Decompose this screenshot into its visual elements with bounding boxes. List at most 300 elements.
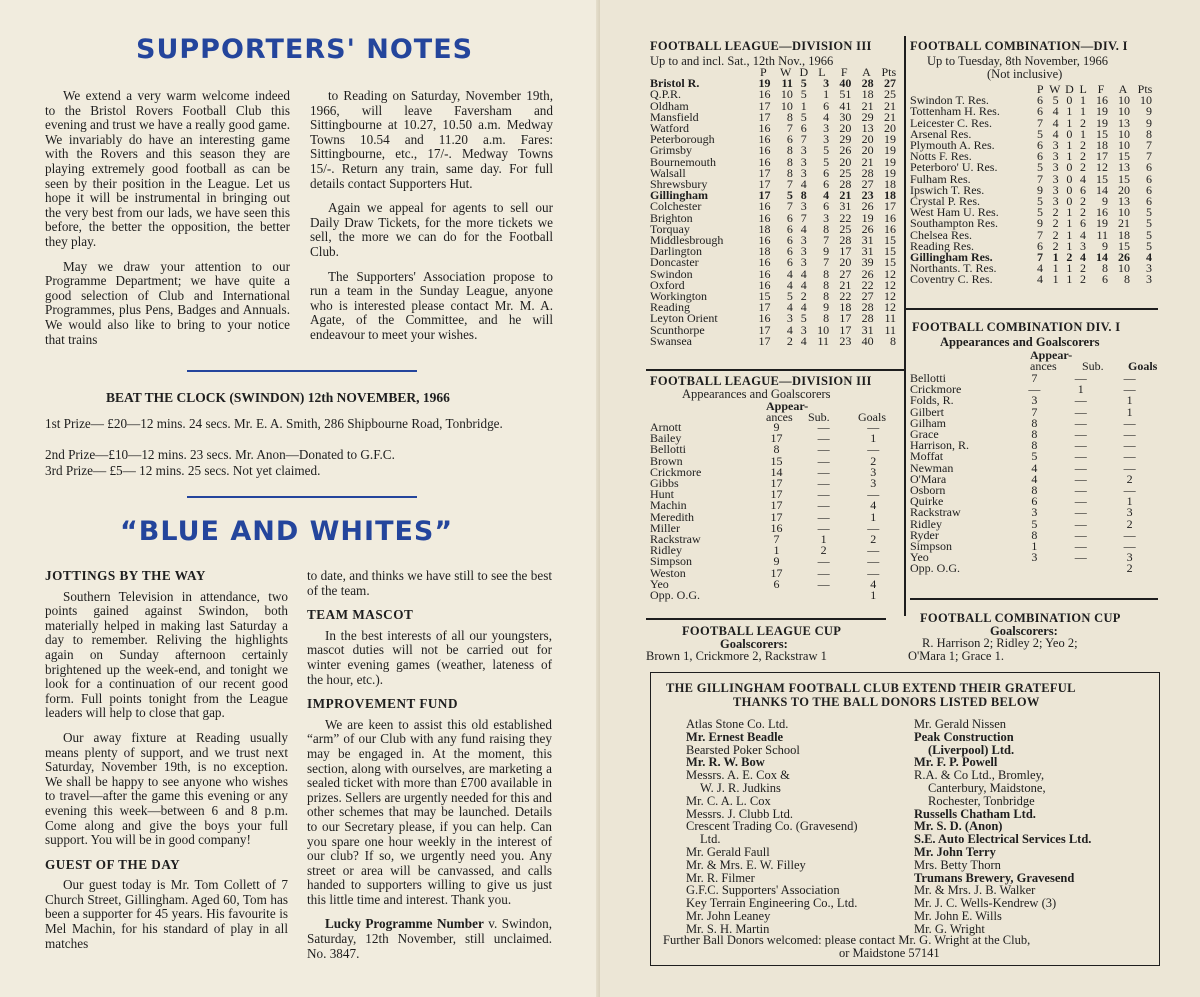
stat-cell: —: [1123, 539, 1136, 554]
stat-cell: 4: [786, 322, 793, 337]
donor-title-2: THANKS TO THE BALL DONORS LISTED BELOW: [733, 695, 1040, 709]
div3-subtitle: Up to and incl. Sat., 12th Nov., 1966: [650, 54, 834, 68]
team-name: Northants. T. Res.: [910, 261, 997, 276]
stat-cell: 2: [1080, 149, 1087, 164]
stat-cell: 3: [1052, 182, 1059, 197]
stat-cell: —: [1074, 505, 1087, 520]
stat-cell: —: [867, 487, 880, 502]
stat-cell: 4: [1052, 126, 1059, 141]
stat-cell: 7: [1037, 227, 1044, 242]
comb-cup-scorers-2: O'Mara 1; Grace 1.: [908, 649, 1004, 663]
stat-cell: 6: [786, 255, 793, 270]
stat-cell: 6: [1146, 171, 1152, 186]
stat-cell: 3: [823, 210, 830, 225]
stat-cell: 17: [758, 98, 771, 113]
stat-cell: —: [1074, 483, 1087, 498]
team-name: Doncaster: [650, 255, 699, 270]
stat-cell: 8: [786, 143, 793, 158]
team-name: Notts F. Res.: [910, 149, 972, 164]
donor-entry: W. J. R. Judkins: [700, 780, 781, 795]
stat-cell: 2: [870, 532, 877, 547]
stat-cell: 12: [884, 266, 896, 281]
stat-cell: 18: [758, 221, 771, 236]
stat-cell: —: [1074, 550, 1087, 565]
stat-cell: 18: [861, 87, 874, 102]
blue-and-whites-title: “BLUE AND WHITES”: [120, 516, 454, 547]
stat-cell: 14: [770, 464, 783, 479]
stat-cell: 17: [770, 476, 783, 491]
stat-cell: 13: [1117, 194, 1130, 209]
stat-cell: 8: [890, 333, 896, 348]
stat-cell: 5: [786, 289, 793, 304]
player-name: Simpson: [910, 539, 953, 554]
stat-cell: —: [1123, 427, 1136, 442]
player-name: O'Mara: [910, 471, 947, 486]
stat-cell: —: [867, 554, 880, 569]
stat-cell: 2: [1052, 205, 1059, 220]
stat-cell: 3: [823, 121, 830, 136]
stat-cell: 15: [884, 233, 896, 248]
stat-cell: 16: [758, 311, 771, 326]
cup-scorers: Brown 1, Crickmore 2, Rackstraw 1: [646, 649, 827, 663]
stat-cell: 16: [758, 210, 771, 225]
stat-cell: 11: [817, 333, 830, 348]
stat-cell: —: [817, 576, 830, 591]
stat-cell: 28: [839, 233, 852, 248]
player-name: Bellotti: [910, 371, 946, 385]
stat-cell: 16: [1096, 93, 1108, 108]
stat-cell: 22: [861, 277, 874, 292]
guest-continued: to date, and thinks we have still to see the best of the team.: [307, 568, 552, 598]
stat-cell: 1: [1066, 227, 1073, 242]
stat-cell: 12: [1096, 160, 1108, 175]
stat-cell: —: [817, 476, 830, 491]
column-header: L: [1079, 82, 1087, 96]
player-name: Rackstraw: [650, 532, 701, 547]
stat-cell: —: [817, 420, 830, 434]
donor-entry: Mr. S. H. Martin: [686, 921, 770, 936]
team-name: Crystal P. Res.: [910, 194, 981, 209]
stat-cell: 7: [1146, 138, 1152, 153]
stat-cell: 20: [839, 154, 852, 169]
stat-cell: 3: [800, 154, 807, 169]
stat-cell: 1: [1077, 382, 1084, 397]
div3-apps-subtitle: Appearances and Goalscorers: [682, 387, 831, 401]
stat-cell: 31: [861, 244, 874, 259]
notes-col2-paragraph: The Supporters' Association propose to run a team in the Sunday League, anyone who is interested please contact Mr. M. A. Agate, of the Committee, and he will endeavour to meet your wishes.: [310, 268, 553, 342]
stat-cell: 3: [800, 165, 807, 180]
donor-entry: Mr. R. Filmer: [686, 870, 755, 885]
stat-cell: 15: [884, 244, 896, 259]
stat-cell: 2: [1080, 115, 1087, 130]
stat-cell: 27: [861, 177, 874, 192]
column-divider: [904, 36, 906, 616]
stat-cell: —: [1074, 471, 1087, 486]
team-name: Oldham: [650, 98, 689, 113]
donor-entry: Mr. & Mrs. J. B. Walker: [914, 883, 1036, 898]
stat-cell: 9: [1037, 182, 1044, 197]
donor-entry: Mr. S. D. (Anon): [914, 819, 1003, 834]
comb-appearances-table: [910, 373, 1154, 575]
stat-cell: 10: [1140, 93, 1152, 108]
divider-rule: [187, 370, 417, 372]
rule-comb-apps: [904, 308, 1158, 310]
stat-cell: 4: [1146, 250, 1152, 265]
column-header: A: [1118, 82, 1128, 96]
stat-cell: 6: [800, 121, 807, 136]
stat-cell: 15: [1117, 238, 1130, 253]
stat-cell: 12: [884, 277, 896, 292]
stat-cell: 17: [758, 300, 771, 315]
stat-cell: 6: [786, 132, 793, 147]
stat-cell: 10: [1117, 205, 1130, 220]
team-name: Southampton Res.: [910, 216, 999, 231]
prize-1: 1st Prize— £20—12 mins. 24 secs. Mr. E. A. Smith, 286 Shipbourne Road, Tonbridge.: [45, 416, 503, 431]
player-name: Simpson: [650, 554, 693, 569]
stat-cell: 8: [823, 221, 830, 236]
stat-cell: 51: [839, 87, 852, 102]
stat-cell: 26: [861, 266, 874, 281]
stat-cell: 20: [861, 132, 874, 147]
team-name: Darlington: [650, 244, 702, 259]
stat-cell: 17: [839, 311, 852, 326]
stat-cell: 6: [773, 576, 780, 591]
supporters-notes-title: SUPPORTERS' NOTES: [136, 34, 474, 65]
stat-cell: —: [1074, 494, 1087, 509]
stat-cell: [1056, 563, 1105, 574]
player-name: Crickmore: [650, 464, 702, 479]
stat-cell: —: [817, 431, 830, 446]
donor-entry: Canterbury, Maidstone,: [928, 780, 1046, 795]
stat-cell: 28: [861, 300, 874, 315]
stat-cell: 9: [773, 554, 780, 569]
stat-cell: 8: [1031, 427, 1038, 442]
team-name: Ipswich T. Res.: [910, 182, 985, 197]
donor-entry: Bearsted Poker School: [686, 742, 800, 757]
player-name: Weston: [650, 565, 686, 580]
stat-cell: 7: [800, 210, 807, 225]
column-header: W: [1049, 82, 1061, 96]
stat-cell: 40: [861, 333, 874, 348]
stat-cell: 8: [800, 188, 807, 203]
stat-cell: 2: [1080, 160, 1087, 175]
player-name: Yeo: [650, 576, 669, 591]
stat-cell: 4: [1052, 104, 1059, 119]
stat-cell: 1: [1031, 539, 1038, 554]
stat-cell: 3: [870, 476, 877, 491]
stat-cell: 18: [1117, 227, 1130, 242]
stat-cell: 19: [884, 143, 896, 158]
donor-entry: Mr. Gerald Nissen: [914, 717, 1006, 731]
stat-cell: 5: [1037, 160, 1044, 175]
stat-cell: 7: [1031, 404, 1038, 419]
stat-cell: 17: [770, 431, 783, 446]
prize-3: 3rd Prize— £5— 12 mins. 25 secs. Not yet claimed.: [45, 463, 321, 478]
stat-cell: 1: [870, 509, 877, 524]
stat-cell: 8: [786, 109, 793, 124]
stat-cell: 6: [1037, 104, 1044, 119]
donor-entry: Peak Construction: [914, 729, 1014, 744]
player-name: Osborn: [910, 483, 946, 498]
stat-cell: 8: [823, 277, 830, 292]
stat-cell: 5: [1146, 205, 1152, 220]
team-name: Workington: [650, 289, 708, 304]
stat-cell: 8: [823, 289, 830, 304]
stat-cell: 2: [786, 333, 793, 348]
player-name: Brown: [650, 453, 683, 468]
stat-cell: 2: [1126, 516, 1133, 531]
stat-cell: 4: [1080, 250, 1087, 265]
stat-cell: 3: [1031, 393, 1038, 408]
donors-left-col: [686, 718, 916, 936]
beat-the-clock-title: BEAT THE CLOCK (SWINDON) 12th NOVEMBER, 1966: [106, 390, 450, 405]
stat-cell: 31: [839, 199, 852, 214]
stat-cell: 1: [1066, 138, 1073, 153]
stat-cell: 6: [1080, 216, 1087, 231]
stat-cell: 5: [1031, 449, 1038, 464]
stat-cell: —: [867, 420, 880, 434]
comb-cup-subtitle: Goalscorers:: [990, 624, 1058, 638]
stat-cell: 7: [800, 132, 807, 147]
stat-cell: —: [1123, 371, 1136, 385]
stat-cell: 6: [786, 244, 793, 259]
mascot-heading: TEAM MASCOT: [307, 607, 414, 623]
stat-cell: 16: [758, 121, 771, 136]
stat-cell: 19: [1096, 216, 1108, 231]
stat-cell: 16: [770, 520, 783, 535]
stat-cell: 2: [1080, 138, 1087, 153]
stat-cell: 16: [758, 143, 771, 158]
donor-entry: S.E. Auto Electrical Services Ltd.: [914, 832, 1092, 847]
stat-cell: 0: [1066, 126, 1073, 141]
stat-cell: 13: [1117, 115, 1130, 130]
stat-cell: 0: [1066, 194, 1073, 209]
stat-cell: 6: [1037, 149, 1044, 164]
player-name: Crickmore: [910, 382, 962, 397]
donor-entry: (Liverpool) Ltd.: [928, 742, 1015, 757]
player-name: Folds, R.: [910, 393, 954, 408]
stat-cell: 6: [1146, 182, 1152, 197]
stat-cell: 27: [839, 266, 852, 281]
stat-cell: 7: [786, 199, 793, 214]
prize-2: 2nd Prize—£10—12 mins. 23 secs. Mr. Anon—Donated to G.F.C.: [45, 447, 395, 462]
stat-cell: 1: [1080, 126, 1087, 141]
donor-entry: Trumans Brewery, Gravesend: [914, 870, 1075, 885]
donors-right-col: [914, 718, 1154, 936]
stat-cell: 7: [1037, 115, 1044, 130]
stat-cell: 19: [861, 210, 874, 225]
stat-cell: 12: [884, 300, 896, 315]
stat-cell: 11: [884, 322, 896, 337]
stat-cell: 7: [1037, 250, 1044, 265]
stat-cell: 16: [884, 210, 896, 225]
stat-cell: 4: [1080, 171, 1087, 186]
stat-cell: 5: [1031, 516, 1038, 531]
stat-cell: 9: [1146, 104, 1152, 119]
donor-entry: Mr. J. C. Wells-Kendrew (3): [914, 896, 1057, 911]
column-header: W: [780, 65, 792, 79]
stat-cell: 9: [1102, 194, 1108, 209]
mascot-text: In the best interests of all our youngsters, mascot duties will not be carried out for winter evening games (weather, lateness of the hour, etc.).: [307, 627, 552, 687]
stat-cell: 6: [1037, 138, 1044, 153]
stat-cell: 17: [758, 177, 771, 192]
stat-cell: 29: [839, 132, 852, 147]
stat-cell: [1012, 563, 1056, 574]
stat-cell: —: [1074, 393, 1087, 408]
stat-cell: 1: [1066, 115, 1073, 130]
player-name: Machin: [650, 498, 687, 513]
stat-cell: 1: [1080, 104, 1087, 119]
lucky-bold: Lucky Programme Number: [325, 916, 484, 932]
team-name: Reading: [650, 300, 690, 315]
stat-cell: 1: [1052, 250, 1059, 265]
stat-cell: 18: [758, 244, 771, 259]
stat-cell: 20: [884, 121, 896, 136]
stat-cell: 31: [861, 233, 874, 248]
donor-entry: R.A. & Co Ltd., Bromley,: [914, 768, 1045, 783]
table-row: [910, 563, 1154, 574]
stat-cell: 4: [823, 188, 830, 203]
team-name: Peterborough: [650, 132, 715, 147]
stat-cell: 6: [1146, 160, 1152, 175]
stat-cell: 26: [1117, 250, 1130, 265]
team-name: Walsall: [650, 165, 686, 180]
stat-cell: 3: [1126, 550, 1133, 565]
column-header: A: [862, 65, 871, 79]
stat-cell: 15: [884, 255, 896, 270]
stat-cell: 16: [758, 277, 771, 292]
stat-cell: 2: [870, 453, 877, 468]
stat-cell: 4: [800, 277, 807, 292]
stat-cell: 27: [884, 76, 896, 91]
donor-entry: Mr. Ernest Beadle: [686, 729, 784, 744]
stat-cell: 2: [800, 289, 807, 304]
notes-col2-paragraph: Again we appeal for agents to sell our Daily Draw Tickets, for the more tickets we sell, the more we can do for the Football Club.: [310, 200, 553, 259]
stat-cell: 2: [1052, 216, 1059, 231]
player-name: Rackstraw: [910, 505, 961, 520]
stat-cell: 3: [1146, 261, 1152, 276]
stat-cell: 5: [823, 154, 830, 169]
stat-cell: 17: [758, 322, 771, 337]
stat-cell: 2: [1066, 250, 1073, 265]
stat-cell: 1: [870, 431, 877, 446]
stat-cell: —: [1123, 460, 1136, 475]
stat-cell: 29: [861, 109, 874, 124]
stat-cell: 6: [786, 210, 793, 225]
stat-cell: 1: [1066, 261, 1073, 276]
div3-league-table: [650, 67, 900, 347]
comb-apps-head-goals: Goals: [1128, 359, 1158, 373]
stat-cell: 26: [839, 143, 852, 158]
stat-cell: 17: [1096, 149, 1108, 164]
stat-cell: 15: [1117, 149, 1130, 164]
team-name: West Ham U. Res.: [910, 205, 999, 220]
stat-cell: 1: [823, 87, 830, 102]
donor-entry: Rochester, Tonbridge: [928, 793, 1035, 808]
stat-cell: 8: [1146, 126, 1152, 141]
stat-cell: 7: [1037, 171, 1044, 186]
div3-apps-head-appear: Appear-: [766, 399, 809, 413]
stat-cell: 3: [800, 255, 807, 270]
stat-cell: 27: [861, 289, 874, 304]
stat-cell: 20: [839, 121, 852, 136]
cup-title: FOOTBALL LEAGUE CUP: [682, 624, 842, 638]
stat-cell: 5: [800, 109, 807, 124]
stat-cell: 10: [1117, 138, 1130, 153]
ball-donors-box: [650, 672, 1160, 966]
stat-cell: 21: [1117, 216, 1130, 231]
player-name: Meredith: [650, 509, 694, 524]
stat-cell: 18: [884, 177, 896, 192]
team-name: Mansfield: [650, 109, 699, 124]
player-name: Harrison, R.: [910, 438, 969, 453]
stat-cell: —: [1074, 427, 1087, 442]
stat-cell: 10: [780, 98, 793, 113]
stat-cell: 5: [1146, 238, 1152, 253]
stat-cell: 6: [823, 98, 830, 113]
stat-cell: 11: [884, 311, 896, 326]
stat-cell: 10: [817, 322, 830, 337]
stat-cell: 16: [1096, 205, 1108, 220]
stat-cell: 4: [786, 300, 793, 315]
stat-cell: 5: [1037, 126, 1044, 141]
donor-entry: Mr. John E. Wills: [914, 908, 1002, 923]
team-name: Q.P.R.: [650, 87, 682, 102]
div3-apps-head-goals: Goals: [858, 410, 886, 424]
stat-cell: 8: [1031, 438, 1038, 453]
notes-col2: [310, 89, 553, 353]
stat-cell: 9: [1102, 238, 1108, 253]
stat-cell: —: [817, 453, 830, 468]
rule-div3-apps: [646, 369, 904, 371]
team-name: Brighton: [650, 210, 693, 225]
stat-cell: 6: [786, 233, 793, 248]
player-name: Gilham: [910, 415, 946, 430]
team-name: Grimsby: [650, 143, 692, 158]
jottings-heading: JOTTINGS BY THE WAY: [45, 568, 206, 583]
stat-cell: —: [867, 442, 880, 457]
stat-cell: —: [817, 509, 830, 524]
team-name: Leicester C. Res.: [910, 115, 992, 130]
stat-cell: 8: [1031, 527, 1038, 542]
stat-cell: 14: [1096, 182, 1108, 197]
stat-cell: 0: [1066, 182, 1073, 197]
stat-cell: 7: [786, 177, 793, 192]
stat-cell: 4: [870, 498, 877, 513]
stat-cell: 4: [1031, 460, 1038, 475]
stat-cell: 8: [1102, 261, 1108, 276]
stat-cell: 2: [1080, 261, 1087, 276]
stat-cell: 21: [884, 98, 896, 113]
stat-cell: 6: [823, 165, 830, 180]
notes-col1-paragraph: May we draw your attention to our Programme Department; we have quite a good selection of Club and International Programmes, plus Pens, Badges and Annuals. We would also like to bring to your notice that trains: [45, 258, 290, 347]
stat-cell: 0: [1066, 93, 1073, 108]
stat-cell: 16: [758, 199, 771, 214]
stat-cell: 6: [786, 221, 793, 236]
team-name: Scunthorpe: [650, 322, 705, 337]
stat-cell: 15: [1096, 126, 1108, 141]
stat-cell: —: [1123, 382, 1136, 397]
stat-cell: 6: [1080, 182, 1087, 197]
stat-cell: 9: [823, 300, 830, 315]
stat-cell: 30: [839, 109, 852, 124]
donor-entry: Messrs. A. E. Cox &: [686, 768, 790, 783]
team-name: Chelsea Res.: [910, 227, 972, 242]
stat-cell: —: [1123, 438, 1136, 453]
stat-cell: 28: [861, 165, 874, 180]
stat-cell: 1: [773, 543, 780, 558]
stat-cell: 15: [1117, 171, 1130, 186]
